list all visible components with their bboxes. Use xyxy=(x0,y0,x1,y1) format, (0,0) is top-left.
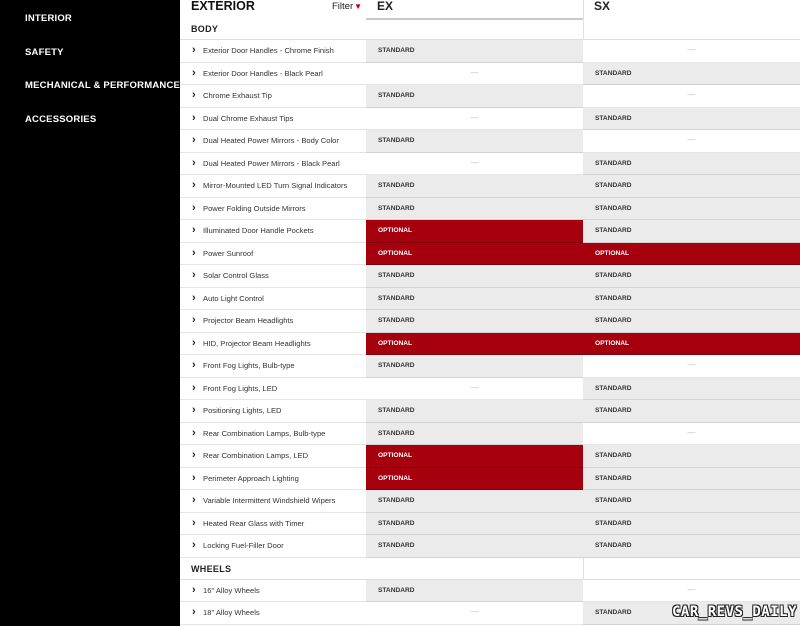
ex-availability-cell xyxy=(366,513,583,536)
feature-label: Locking Fuel-Filler Door xyxy=(203,541,284,550)
ex-availability-cell xyxy=(366,198,583,221)
sx-availability-cell xyxy=(583,580,800,603)
standard-label: STANDARD xyxy=(595,542,632,549)
page-title: EXTERIOR xyxy=(191,0,255,13)
feature-expand-toggle[interactable] xyxy=(180,355,366,378)
feature-label: Power Folding Outside Mirrors xyxy=(203,203,306,213)
not-available-dash: — xyxy=(687,45,696,54)
sx-availability-cell xyxy=(583,355,800,378)
chevron-right-icon: › xyxy=(192,291,196,304)
chevron-right-icon: › xyxy=(192,426,196,439)
table-row xyxy=(180,153,800,176)
table-row xyxy=(180,513,800,536)
ex-availability-cell xyxy=(366,310,583,333)
chevron-right-icon: › xyxy=(192,359,196,371)
table-row xyxy=(180,198,800,221)
sx-availability-cell xyxy=(583,265,800,288)
feature-expand-toggle[interactable] xyxy=(180,423,366,446)
chevron-right-icon: › xyxy=(192,404,196,416)
table-row xyxy=(180,535,800,558)
section-sx-cell xyxy=(583,18,800,40)
section-header xyxy=(180,18,800,40)
ex-availability-cell xyxy=(366,468,583,491)
ex-availability-cell xyxy=(366,378,583,401)
not-available-dash: — xyxy=(470,67,479,77)
section-sx-cell xyxy=(583,558,800,580)
standard-label: STANDARD xyxy=(595,272,632,279)
chevron-right-icon: › xyxy=(192,516,196,529)
feature-expand-toggle[interactable] xyxy=(180,445,366,468)
feature-expand-toggle[interactable] xyxy=(180,468,366,491)
feature-expand-toggle[interactable] xyxy=(180,490,366,513)
sx-availability-cell xyxy=(583,243,800,266)
feature-expand-toggle[interactable] xyxy=(180,153,366,176)
table-row xyxy=(180,490,800,513)
optional-label: OPTIONAL xyxy=(595,339,630,347)
feature-label: Solar Control Glass xyxy=(203,271,269,280)
standard-label: STANDARD xyxy=(595,609,632,616)
column-header-sx: SX xyxy=(594,0,611,13)
sx-availability-cell xyxy=(583,130,800,153)
feature-label: Perimeter Approach Lighting xyxy=(203,473,299,483)
ex-availability-cell xyxy=(366,288,583,311)
table-row xyxy=(180,63,800,86)
not-available-dash: — xyxy=(470,157,479,167)
sx-availability-cell xyxy=(583,468,800,491)
not-available-dash: — xyxy=(470,382,479,392)
feature-expand-toggle[interactable] xyxy=(180,513,366,536)
filter-label: Filter xyxy=(332,1,354,12)
sidebar-item-safety[interactable]: SAFETY xyxy=(25,47,64,58)
chevron-right-icon: › xyxy=(192,583,196,596)
feature-expand-toggle[interactable] xyxy=(180,602,366,625)
sx-availability-cell xyxy=(583,220,800,243)
optional-label: OPTIONAL xyxy=(378,474,413,482)
table-row xyxy=(180,400,800,423)
sx-availability-cell xyxy=(583,108,800,131)
sx-availability-cell xyxy=(583,198,800,221)
section-header xyxy=(180,558,800,580)
chevron-right-icon: › xyxy=(192,44,196,56)
filter-button[interactable] xyxy=(332,1,362,12)
feature-expand-toggle[interactable] xyxy=(180,288,366,311)
chevron-right-icon: › xyxy=(192,494,196,506)
table-row xyxy=(180,108,800,131)
standard-label: STANDARD xyxy=(595,317,632,324)
ex-availability-cell xyxy=(366,243,583,266)
table-row xyxy=(180,423,800,446)
ex-availability-cell xyxy=(366,400,583,423)
sx-availability-cell xyxy=(583,85,800,108)
ex-availability-cell xyxy=(366,175,583,198)
chevron-right-icon: › xyxy=(192,539,196,551)
sx-availability-cell xyxy=(583,175,800,198)
ex-availability-cell xyxy=(366,40,583,63)
sx-availability-cell xyxy=(583,63,800,86)
feature-label: 16" Alloy Wheels xyxy=(203,585,260,595)
sx-availability-cell xyxy=(583,288,800,311)
feature-expand-toggle[interactable] xyxy=(180,265,366,288)
table-row xyxy=(180,288,800,311)
column-divider xyxy=(583,0,584,18)
chevron-right-icon: › xyxy=(192,246,196,259)
standard-label: STANDARD xyxy=(378,429,415,437)
standard-label: STANDARD xyxy=(378,294,415,302)
feature-label: Projector Beam Headlights xyxy=(203,316,294,325)
ex-availability-cell xyxy=(366,602,583,625)
feature-label: Dual Heated Power Mirrors - Black Pearl xyxy=(203,158,340,168)
chevron-right-icon: › xyxy=(192,156,196,169)
feature-expand-toggle[interactable] xyxy=(180,333,366,356)
sx-availability-cell xyxy=(583,310,800,333)
standard-label: STANDARD xyxy=(595,204,632,212)
standard-label: STANDARD xyxy=(595,294,632,302)
standard-label: STANDARD xyxy=(378,204,415,212)
chevron-right-icon: › xyxy=(192,269,196,281)
section-ex-cell xyxy=(366,558,583,580)
standard-label: STANDARD xyxy=(378,362,415,369)
table-header xyxy=(180,0,800,18)
sidebar-item-accessories[interactable]: ACCESSORIES xyxy=(25,114,97,125)
feature-label: Front Fog Lights, LED xyxy=(203,383,278,393)
ex-availability-cell xyxy=(366,333,583,356)
feature-expand-toggle[interactable] xyxy=(180,243,366,266)
standard-label: STANDARD xyxy=(595,69,632,77)
ex-availability-cell xyxy=(366,355,583,378)
not-available-dash: — xyxy=(687,90,696,99)
standard-label: STANDARD xyxy=(595,407,632,414)
watermark: CAR_REVS_DAILY xyxy=(672,604,798,620)
feature-label: Exterior Door Handles - Black Pearl xyxy=(203,68,323,78)
section-title: BODY xyxy=(191,24,219,34)
table-row xyxy=(180,220,800,243)
ex-availability-cell xyxy=(366,423,583,446)
feature-label: Dual Heated Power Mirrors - Body Color xyxy=(203,136,339,145)
standard-label: STANDARD xyxy=(378,542,415,549)
not-available-dash: — xyxy=(687,427,696,437)
feature-expand-toggle[interactable] xyxy=(180,175,366,198)
standard-label: STANDARD xyxy=(378,586,415,594)
table-row xyxy=(180,310,800,333)
feature-label: Dual Chrome Exhaust Tips xyxy=(203,113,294,123)
not-available-dash: — xyxy=(470,112,479,122)
chevron-right-icon: › xyxy=(192,606,196,618)
section-title: WHEELS xyxy=(191,563,232,574)
ex-availability-cell xyxy=(366,85,583,108)
standard-label: STANDARD xyxy=(595,384,632,392)
not-available-dash: — xyxy=(687,360,696,369)
feature-label: Chrome Exhaust Tip xyxy=(203,91,272,100)
table-row xyxy=(180,130,800,153)
sidebar xyxy=(0,0,180,626)
table-row xyxy=(180,580,800,603)
sx-availability-cell xyxy=(583,333,800,356)
chevron-right-icon: › xyxy=(192,66,196,79)
standard-label: STANDARD xyxy=(595,474,632,482)
ex-availability-cell xyxy=(366,220,583,243)
feature-label: Auto Light Control xyxy=(203,293,264,303)
chevron-right-icon: › xyxy=(192,201,196,214)
not-available-dash: — xyxy=(687,584,696,594)
feature-label: Heated Rear Glass with Timer xyxy=(203,518,305,528)
feature-expand-toggle[interactable] xyxy=(180,378,366,401)
table-row xyxy=(180,355,800,378)
optional-label: OPTIONAL xyxy=(378,339,413,347)
feature-label: 18" Alloy Wheels xyxy=(203,608,260,617)
feature-label: Rear Combination Lamps, LED xyxy=(203,451,309,460)
standard-label: STANDARD xyxy=(378,137,415,144)
feature-expand-toggle[interactable] xyxy=(180,108,366,131)
standard-label: STANDARD xyxy=(595,227,632,234)
sx-availability-cell xyxy=(583,40,800,63)
table-row xyxy=(180,40,800,63)
feature-expand-toggle[interactable] xyxy=(180,85,366,108)
ex-availability-cell xyxy=(366,130,583,153)
sx-availability-cell xyxy=(583,400,800,423)
feature-expand-toggle[interactable] xyxy=(180,535,366,558)
ex-availability-cell xyxy=(366,265,583,288)
comparison-table xyxy=(180,0,800,626)
optional-label: OPTIONAL xyxy=(378,227,413,234)
standard-label: STANDARD xyxy=(595,159,632,167)
standard-label: STANDARD xyxy=(378,317,415,324)
optional-label: OPTIONAL xyxy=(378,249,413,257)
feature-expand-toggle[interactable] xyxy=(180,580,366,603)
sx-availability-cell xyxy=(583,153,800,176)
standard-label: STANDARD xyxy=(378,407,415,414)
sx-availability-cell xyxy=(583,535,800,558)
column-header-ex: EX xyxy=(377,0,394,13)
standard-label: STANDARD xyxy=(378,182,415,189)
standard-label: STANDARD xyxy=(378,497,415,504)
table-row xyxy=(180,85,800,108)
feature-label: HID, Projector Beam Headlights xyxy=(203,338,311,348)
feature-label: Front Fog Lights, Bulb-type xyxy=(203,361,295,370)
chevron-right-icon: › xyxy=(192,111,196,124)
sx-availability-cell xyxy=(583,423,800,446)
chevron-right-icon: › xyxy=(192,381,196,394)
standard-label: STANDARD xyxy=(595,452,632,459)
feature-label: Illuminated Door Handle Pockets xyxy=(203,226,314,235)
standard-label: STANDARD xyxy=(378,519,415,527)
feature-expand-toggle[interactable] xyxy=(180,310,366,333)
feature-expand-toggle[interactable] xyxy=(180,63,366,86)
table-row xyxy=(180,378,800,401)
standard-label: STANDARD xyxy=(595,497,632,504)
chevron-right-icon: › xyxy=(192,314,196,326)
table-row xyxy=(180,445,800,468)
not-available-dash: — xyxy=(470,607,479,616)
standard-label: STANDARD xyxy=(378,272,415,279)
standard-label: STANDARD xyxy=(595,519,632,527)
ex-availability-cell xyxy=(366,490,583,513)
chevron-right-icon: › xyxy=(192,471,196,484)
feature-label: Variable Intermittent Windshield Wipers xyxy=(203,496,336,505)
section-ex-cell xyxy=(366,18,583,40)
sx-availability-cell xyxy=(583,490,800,513)
standard-label: STANDARD xyxy=(378,47,415,54)
feature-expand-toggle[interactable] xyxy=(180,40,366,63)
chevron-right-icon: › xyxy=(192,89,196,101)
ex-availability-cell xyxy=(366,445,583,468)
feature-label: Rear Combination Lamps, Bulb-type xyxy=(203,428,326,438)
optional-label: OPTIONAL xyxy=(595,249,630,257)
standard-label: STANDARD xyxy=(378,92,415,99)
optional-label: OPTIONAL xyxy=(378,452,413,459)
table-row xyxy=(180,333,800,356)
chevron-right-icon: › xyxy=(192,336,196,349)
sx-availability-cell xyxy=(583,445,800,468)
ex-availability-cell xyxy=(366,535,583,558)
sidebar-item-interior[interactable]: INTERIOR xyxy=(25,13,72,24)
standard-label: STANDARD xyxy=(595,182,632,189)
feature-label: Exterior Door Handles - Chrome Finish xyxy=(203,46,334,55)
feature-expand-toggle[interactable] xyxy=(180,130,366,153)
feature-expand-toggle[interactable] xyxy=(180,220,366,243)
chevron-right-icon: › xyxy=(192,224,196,236)
feature-label: Power Sunroof xyxy=(203,248,254,258)
table-row xyxy=(180,243,800,266)
standard-label: STANDARD xyxy=(595,114,632,122)
feature-expand-toggle[interactable] xyxy=(180,198,366,221)
feature-expand-toggle[interactable] xyxy=(180,400,366,423)
not-available-dash: — xyxy=(687,135,696,144)
table-row xyxy=(180,468,800,491)
sidebar-item-mechanical-performance[interactable]: MECHANICAL & PERFORMANCE xyxy=(25,80,181,91)
sx-availability-cell xyxy=(583,378,800,401)
chevron-right-icon: › xyxy=(192,134,196,146)
ex-availability-cell xyxy=(366,63,583,86)
sx-availability-cell xyxy=(583,513,800,536)
chevron-right-icon: › xyxy=(192,449,196,461)
ex-availability-cell xyxy=(366,153,583,176)
ex-availability-cell xyxy=(366,108,583,131)
chevron-right-icon: › xyxy=(192,179,196,191)
ex-availability-cell xyxy=(366,580,583,603)
table-row xyxy=(180,265,800,288)
feature-label: Positioning Lights, LED xyxy=(203,406,282,415)
table-row xyxy=(180,175,800,198)
feature-label: Mirror-Mounted LED Turn Signal Indicators xyxy=(203,181,348,190)
caret-down-icon: ▼ xyxy=(354,2,363,11)
